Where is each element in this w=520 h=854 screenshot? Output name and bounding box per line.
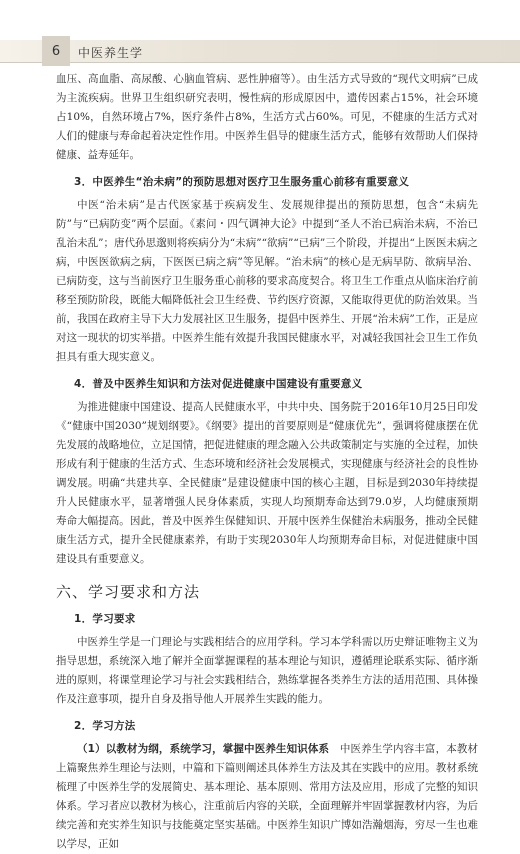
- subsection-2-heading: 2．学习方法: [74, 720, 136, 732]
- section-4-heading: 4．普及中医养生知识和方法对促进健康中国建设有重要意义: [74, 378, 363, 390]
- subsection-2-text: 中医养生学内容丰富，本教材上篇聚焦养生理论与法则，中篇和下篇则阐述具体养生方法及其在实践中的应用。教材系统梳理了中医养生学的发展简史、基本理论、基本原则、常用方法及应用，形成了完整的知识体系。学习者应以教材为核心，注重前后内容的关联，全面理解并牢固掌握教材内容，为后续完善和充实养生知识与技能奠定坚实基础。中医养生知识广博如浩瀚烟海，穷尽一生也难以学尽，正如: [56, 743, 478, 850]
- part-6-heading: 六、学习要求和方法: [56, 583, 201, 601]
- paragraph-intro: 血压、高血脂、高尿酸、心脑血管病、恶性肿瘤等）。由生活方式导致的“现代文明病”已成为主流疾病。世界卫生组织研究表明，慢性病的形成原因中，遗传因素占15%，社会环境占10%，自然环境占7%，医疗条件占8%，生活方式占60%。可见，不健康的生活方式对人们的健康与寿命起着决定性作用。中医养生倡导的健康生活方式，能够有效帮助人们保持健康、益寿延年。: [56, 73, 478, 161]
- section-3-heading: 3．中医养生“治未病”的预防思想对医疗卫生服务重心前移有重要意义: [74, 176, 410, 188]
- book-title: 中医养生学: [78, 46, 144, 60]
- paragraph-subsection-2: [56, 740, 478, 854]
- page-header: [0, 36, 520, 66]
- subsection-2-lead: （1）以教材为纲，系统学习，掌握中医养生知识体系: [77, 743, 330, 755]
- paragraph-section-4: 为推进健康中国建设、提高人民健康水平，中共中央、国务院于2016年10月25日印发《“健康中国2030”规划纲要》。《纲要》提出的首要原则是“健康优先”，强调将健康摆在优先发展的战略地位，立足国情，把促进健康的理念融入公共政策制定与实施的全过程，加快形成有利于健康的生活方式、生态环境和经济社会发展模式，实现健康与经济社会的良性协调发展。明确“共建共享、全民健康”是建设健康中国的核心主题，目标是到2030年持续提升人民健康水平，显著增强人民身体素质，实现人均预期寿命达到79.0岁，人均健康预期寿命大幅提高。因此，普及中医养生保健知识、开展中医养生保健治未病服务，推动全民健康生活方式，提升全民健康素养，有助于实现2030年人均预期寿命目标，对促进健康中国建设具有重要意义。: [56, 401, 478, 565]
- paragraph-subsection-1: 中医养生学是一门理论与实践相结合的应用学科。学习本学科需以历史辩证唯物主义为指导思想，系统深入地了解并全面掌握课程的基本理论与知识，遵循理论联系实际、循序渐进的原则，将课堂理论学习与社会实践相结合，熟练掌握各类养生方法的适用范围、具体操作及注意事项，提升自身及指导他人开展养生实践的能力。: [56, 636, 478, 705]
- page-content: [56, 70, 478, 854]
- subsection-1-heading: 1．学习要求: [74, 613, 136, 625]
- paragraph-section-3: 中医“治未病”是古代医家基于疾病发生、发展规律提出的预防思想，包含“未病先防”与“已病防变”两个层面。《素问・四气调神大论》中提到“圣人不治已病治未病，不治已乱治未乱”；唐代孙思邈则将疾病分为“未病”“欲病”“已病”三个阶段，并提出“上医医未病之病，中医医欲病之病，下医医已病之病”等见解。“治未病”的核心是无病早防、欲病早治、已病防变，这与当前医疗卫生服务重心前移的要求高度契合。将卫生工作重点从临床治疗前移至预防阶段，既能大幅降低社会卫生经费、节约医疗资源，又能取得更优的防治效果。当前，我国在政府主导下大力发展社区卫生服务，提倡中医养生、开展“治未病”工作，正是应对这一现状的切实举措。中医养生能有效提升我国民健康水平，对减轻我国社会卫生工作负担具有重大现实意义。: [56, 199, 478, 363]
- page-number: 6: [42, 36, 70, 66]
